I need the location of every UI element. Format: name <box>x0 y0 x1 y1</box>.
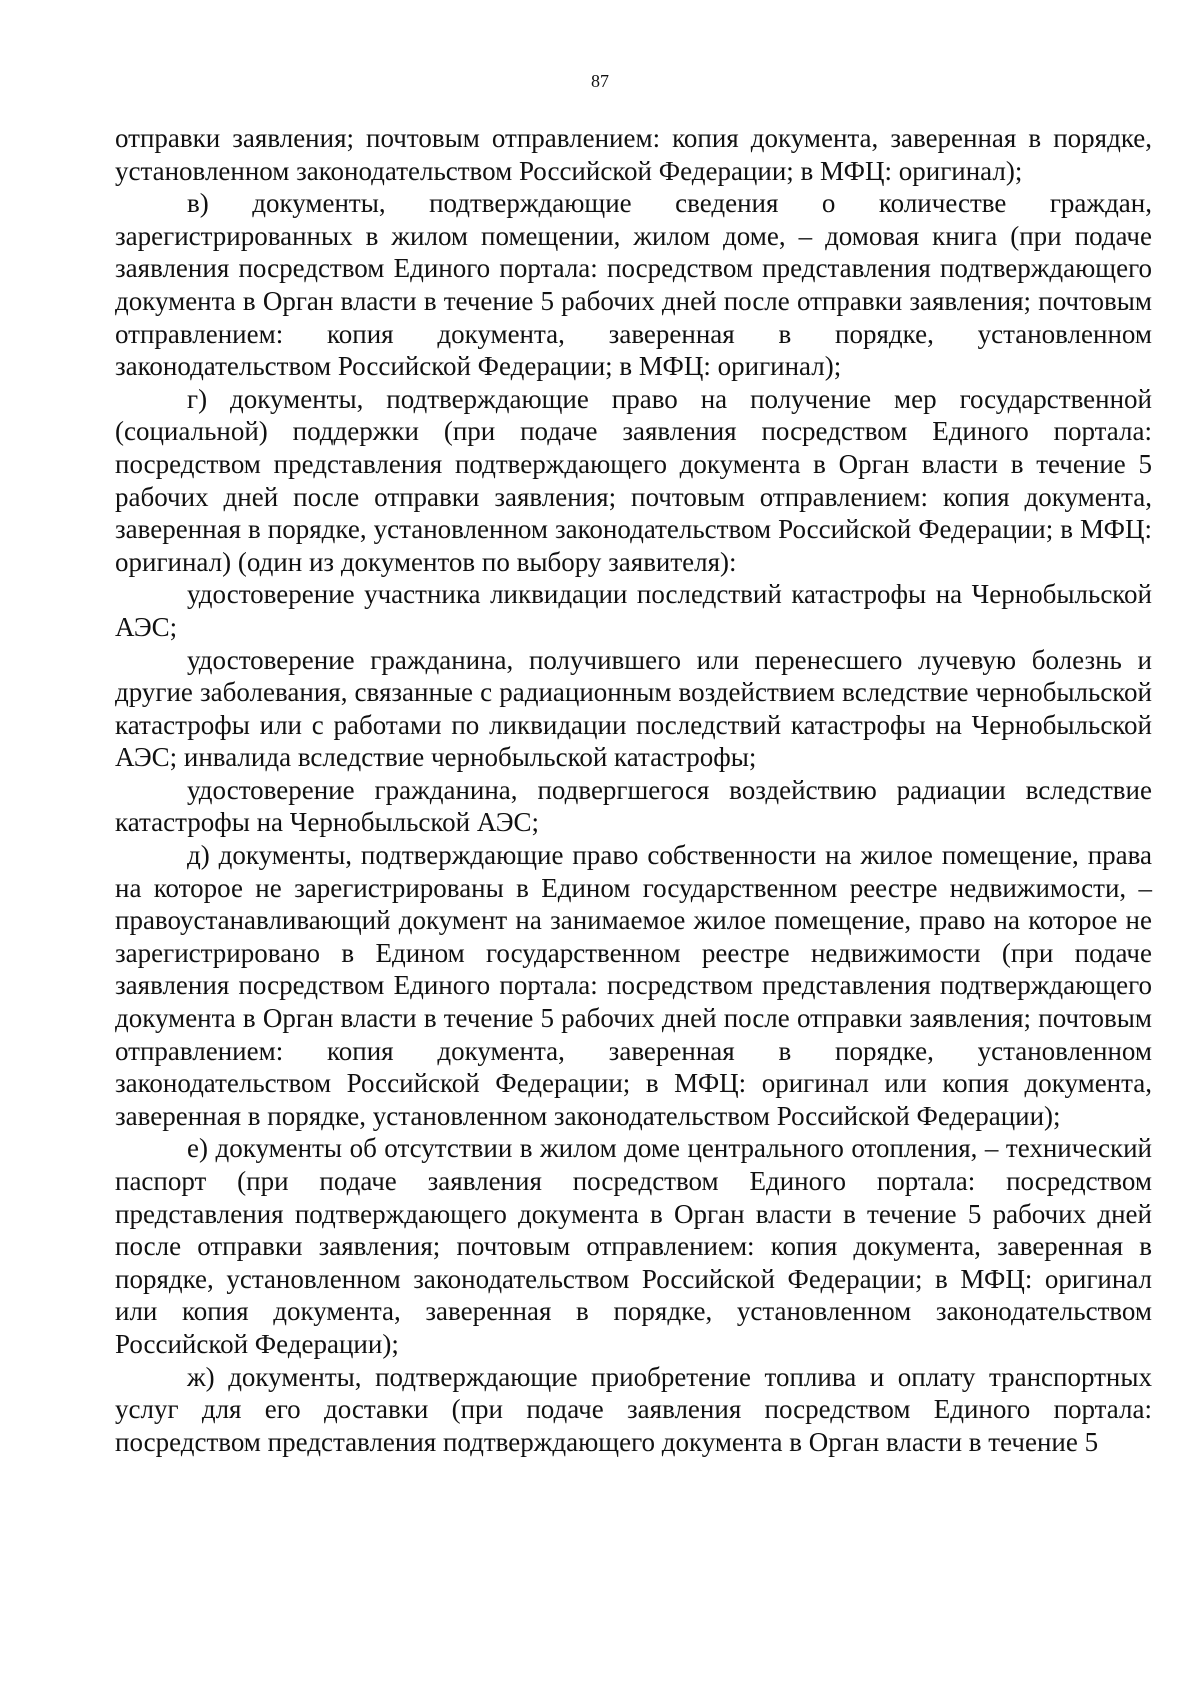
paragraph-item-g-sub-3: удостоверение гражданина, подвергшегося воздействию радиации вследствие катастрофы на Чернобыльской АЭС; <box>115 774 1152 838</box>
paragraph-item-e: е) документы об отсутствии в жилом доме центрального отопления, – технический паспорт (при подаче заявления посредством Единого портала: посредством представления подтверждающего документа в Орган власти в течение 5 рабочих дней после отправки заявления; почтовым отправлением: копия документа, заверенная в порядке, установленном законодательством Российской Федерации; в МФЦ: оригинал или копия документа, заверенная в порядке, установленном законодательством Российской Федерации); <box>115 1133 1152 1359</box>
paragraph-item-g-sub-1: удостоверение участника ликвидации последствий катастрофы на Чернобыльской АЭС; <box>115 579 1152 642</box>
paragraph-item-g-sub-2: удостоверение гражданина, получившего или перенесшего лучевую болезнь и другие заболевания, связанные с радиационным воздействием вследствие чернобыльской катастрофы или с работами по ликвидации последствий катастрофы на Чернобыльской АЭС; инвалида вследствие чернобыльской катастрофы; <box>115 644 1152 773</box>
paragraph-item-g: г) документы, подтверждающие право на получение мер государственной (социальной) поддержки (при подаче заявления посредством Единого портала: посредством представления подтверждающего документа в Орган власти в течение 5 рабочих дней после отправки заявления; почтовым отправлением: копия документа, заверенная в порядке, установленном законодательством Российской Федерации; в МФЦ: оригинал) (один из документов по выбору заявителя): <box>115 383 1152 577</box>
paragraph-continuation: отправки заявления; почтовым отправлением: копия документа, заверенная в порядке, установленном законодательством Российской Федерации; в МФЦ: оригинал); <box>115 123 1152 186</box>
document-body <box>115 122 1152 1458</box>
paragraph-item-d: д) документы, подтверждающие право собственности на жилое помещение, права на которое не зарегистрированы в Едином государственном реестре недвижимости, – правоустанавливающий документ на занимаемое жилое помещение, право на которое не зарегистрировано в Едином государственном реестре недвижимости (при подаче заявления посредством Единого портала: посредством представления подтверждающего документа в Орган власти в течение 5 рабочих дней после отправки заявления; почтовым отправлением: копия документа, заверенная в порядке, установленном законодательством Российской Федерации; в МФЦ: оригинал или копия документа, заверенная в порядке, установленном законодательством Российской Федерации); <box>115 840 1152 1131</box>
paragraph-item-v: в) документы, подтверждающие сведения о количестве граждан, зарегистрированных в жилом помещении, жилом доме, – домовая книга (при подаче заявления посредством Единого портала: посредством представления подтверждающего документа в Орган власти в течение 5 рабочих дней после отправки заявления; почтовым отправлением: копия документа, заверенная в порядке, установленном законодательством Российской Федерации; в МФЦ: оригинал); <box>115 188 1152 382</box>
page-number: 87 <box>591 71 609 91</box>
paragraph-item-zh: ж) документы, подтверждающие приобретение топлива и оплату транспортных услуг для его доставки (при подаче заявления посредством Единого портала: посредством представления подтверждающего документа в Орган власти в течение 5 <box>115 1361 1152 1457</box>
